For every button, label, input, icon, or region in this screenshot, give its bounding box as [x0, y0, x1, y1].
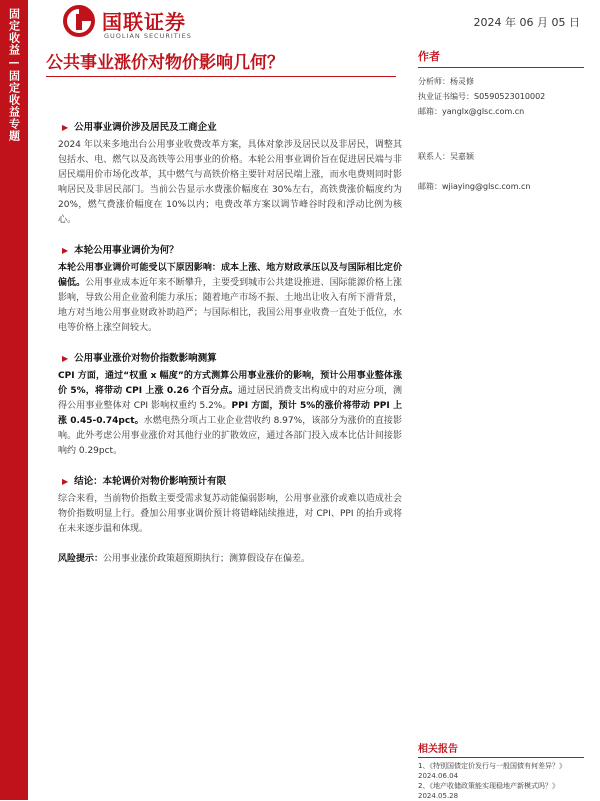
triangle-bullet-icon: ▶ — [62, 246, 69, 255]
triangle-bullet-icon: ▶ — [62, 123, 69, 132]
section-2 — [58, 243, 402, 336]
author-heading: 作者 — [418, 48, 584, 68]
related-report-link[interactable]: 1、《特别国债定价发行与一般国债有何差异？》 — [418, 762, 566, 770]
related-report-date: 2024.06.04 — [418, 772, 459, 780]
risk-text: 公用事业涨价政策超预期执行；测算假设存在偏差。 — [103, 554, 311, 564]
triangle-bullet-icon: ▶ — [62, 477, 69, 486]
logo-mark-icon — [62, 4, 96, 38]
author-panel — [418, 48, 584, 194]
section-paragraph: 2024 年以来多地出台公用事业收费改革方案，具体对象涉及居民以及非居民，调整其包括水、电、燃气以及高铁等公用事业的价格。本轮公用事业调价旨在促进居民端与非居民端用价市场化改革，其中燃气与高铁价格主要针对居民端上涨，而水电费则同时影响居民及非居民部门。当前公告显示水费涨价幅度在 30%左右，高铁费涨价幅度约为 20%，燃气费涨价幅度在 10%以内；电费改革方案以调节峰谷时段和浮动比例为核心。 — [58, 140, 402, 225]
section-paragraph — [58, 369, 402, 459]
section-1 — [58, 120, 402, 228]
body-text: 公用事业成本近年来不断攀升，主要受到城市公共建设推进、国际能源价格上涨影响，导致公用企业盈利能力承压；随着地产市场不振、土地出让收入有所下滑背景，地方对当地公用事业财政补助趋严；与国际相比，我国公用事业收费一直处于低位，水电等价格上涨空间较大。 — [58, 278, 402, 333]
contact-line: 联系人：吴嘉颖 — [418, 152, 474, 161]
sidebar-label: 固定收益—固定收益专题 — [7, 8, 21, 142]
lead-text: 本轮公用事业调价可能受以下原因影响：成本上涨、地方财政承压以及与国际相比定价偏低。 — [58, 263, 402, 288]
main-content — [58, 120, 402, 567]
title-divider — [46, 76, 396, 77]
report-title: 公共事业涨价对物价影响几何？ — [46, 53, 284, 73]
body-text-2: 水燃电热分项占工业企业营收约 8.97%，该部分为涨价的直接影响。此外考虑公用事业涨价对其他行业的扩散效应，通过各部门投入成本比估计间接影响约 0.29pct。 — [58, 416, 402, 456]
author-spacer — [418, 164, 584, 179]
section-heading — [58, 243, 402, 258]
company-logo — [62, 4, 222, 44]
lead-text-2: PPI 方面，预计 5%的涨价将带动 PPI 上涨 0.45-0.74pct。 — [58, 401, 402, 426]
related-heading: 相关报告 — [418, 740, 584, 758]
section-paragraph — [58, 261, 402, 336]
section-heading — [58, 351, 402, 366]
author-line: 分析师：杨灵修 — [418, 77, 474, 86]
author-spacer — [418, 119, 584, 134]
triangle-bullet-icon: ▶ — [62, 354, 69, 363]
logo-text-en: GUOLIAN SECURITIES — [104, 32, 192, 40]
related-report-date: 2024.05.28 — [418, 792, 459, 800]
sidebar-band — [0, 0, 28, 800]
related-reports — [418, 740, 584, 801]
section-heading — [58, 474, 402, 489]
body-text: 通过居民消费支出构成中的对应分项，测得公用事业整体对 CPI 影响权重约 5.2%。 — [58, 386, 402, 411]
author-spacer — [418, 134, 584, 149]
section-4 — [58, 474, 402, 537]
section-heading-text: 本轮公用事业调价为何？ — [74, 245, 179, 256]
risk-label: 风险提示： — [58, 554, 104, 564]
logo-text-cn: 国联证券 — [102, 10, 186, 34]
section-heading-text: 结论：本轮调价对物价影响预计有限 — [74, 476, 227, 487]
risk-warning — [58, 552, 402, 567]
section-3 — [58, 351, 402, 459]
author-email[interactable]: 邮箱：yanglx@glsc.com.cn — [418, 107, 525, 116]
related-report-link[interactable]: 2、《地产收储政策能实现稳地产新模式吗？》 — [418, 782, 559, 790]
author-line: 执业证书编号：S0590523010002 — [418, 92, 546, 101]
section-paragraph: 综合来看，当前物价指数主要受需求复苏动能偏弱影响，公用事业涨价或难以造成社会物价指数明显上行。叠加公用事业调价预计将错峰陆续推进，对 CPI、PPI 的抬升或将在未来逐步温和体现。 — [58, 494, 402, 534]
contact-email[interactable]: 邮箱：wjiaying@glsc.com.cn — [418, 182, 531, 191]
section-heading-text: 公用事业涨价对物价指数影响测算 — [74, 353, 217, 364]
section-heading-text: 公用事业调价涉及居民及工商企业 — [74, 122, 217, 133]
section-heading — [58, 120, 402, 135]
report-date: 2024 年 06 月 05 日 — [473, 16, 580, 29]
lead-text: CPI 方面，通过“权重 x 幅度”的方式测算公用事业涨价的影响，预计公用事业整体涨价 5%，将带动 CPI 上涨 0.26 个百分点。 — [58, 371, 402, 396]
